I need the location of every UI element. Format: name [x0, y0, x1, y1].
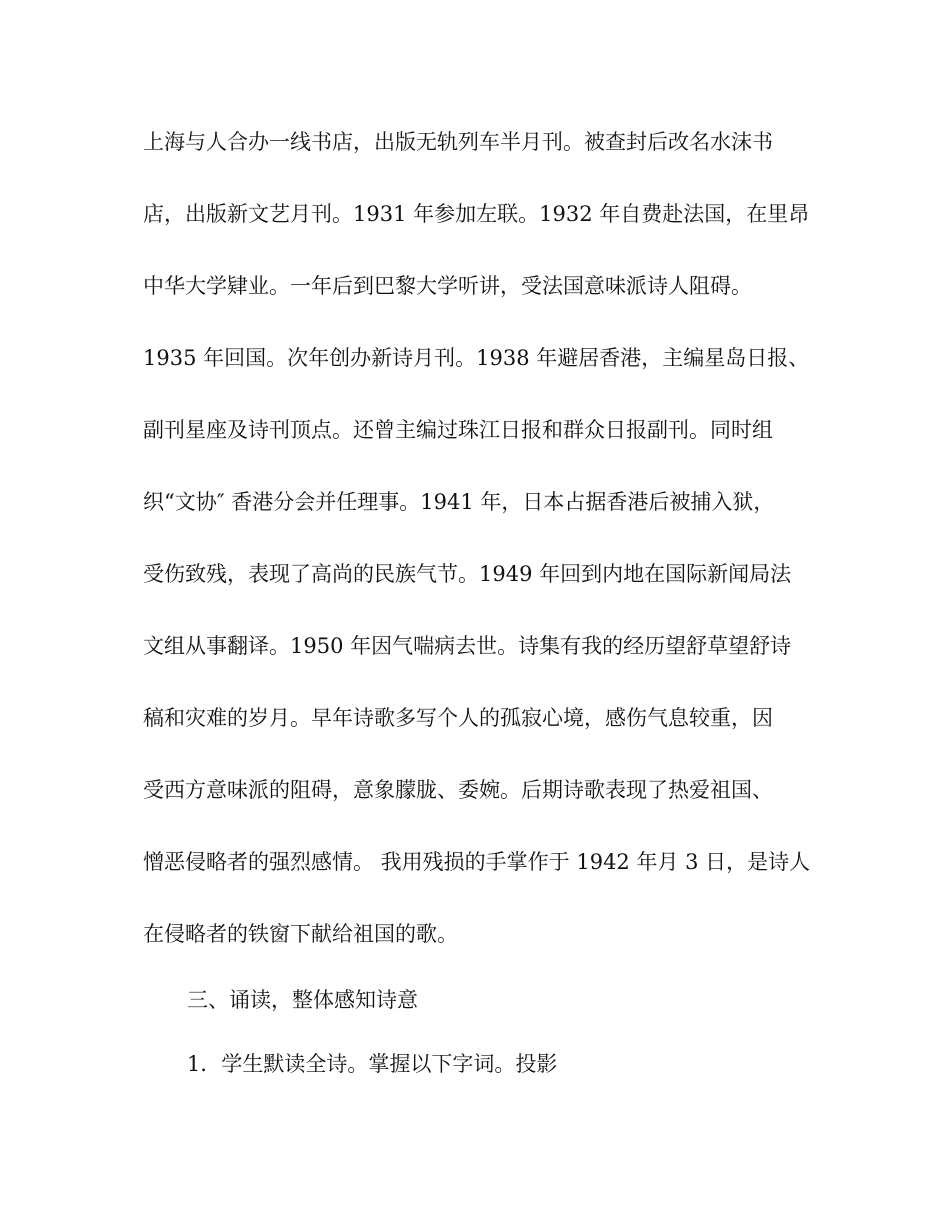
paragraph-line-12: 在侵略者的铁窗下献给祖国的歌。	[143, 922, 458, 946]
paragraph-line-1: 上海与人合办一线书店，出版无轨列车半月刊。被查封后改名水沫书	[143, 130, 773, 154]
section-heading: 三、诵读，整体感知诗意	[187, 988, 418, 1012]
paragraph-line-8: 文组从事翻译。1950 年因气喘病去世。诗集有我的经历望舒草望舒诗	[143, 634, 792, 658]
paragraph-line-10: 受西方意味派的阻碍，意象朦胧、委婉。后期诗歌表现了热爱祖国、	[143, 778, 773, 802]
paragraph-line-9: 稿和灾难的岁月。早年诗歌多写个人的孤寂心境，感伤气息较重，因	[143, 706, 773, 730]
paragraph-line-4: 1935 年回国。次年创办新诗月刊。1938 年避居香港，主编星岛日报、	[143, 346, 810, 370]
paragraph-line-2: 店，出版新文艺月刊。1931 年参加左联。1932 年自费赴法国，在里昂	[143, 202, 810, 226]
paragraph-line-5: 副刊星座及诗刊顶点。还曾主编过珠江日报和群众日报副刊。同时组	[143, 418, 773, 442]
paragraph-line-6: 织“文协″ 香港分会并任理事。1941 年，日本占据香港后被捕入狱，	[143, 490, 775, 514]
paragraph-line-3: 中华大学肄业。一年后到巴黎大学听讲，受法国意味派诗人阻碍。	[143, 274, 752, 298]
list-item: 1．学生默读全诗。掌握以下字词。投影	[187, 1052, 558, 1076]
paragraph-line-7: 受伤致残，表现了高尚的民族气节。1949 年回到内地在国际新闻局法	[143, 562, 792, 586]
paragraph-line-11: 憎恶侵略者的强烈感情。 我用残损的手掌作于 1942 年月 3 日，是诗人	[143, 850, 811, 874]
